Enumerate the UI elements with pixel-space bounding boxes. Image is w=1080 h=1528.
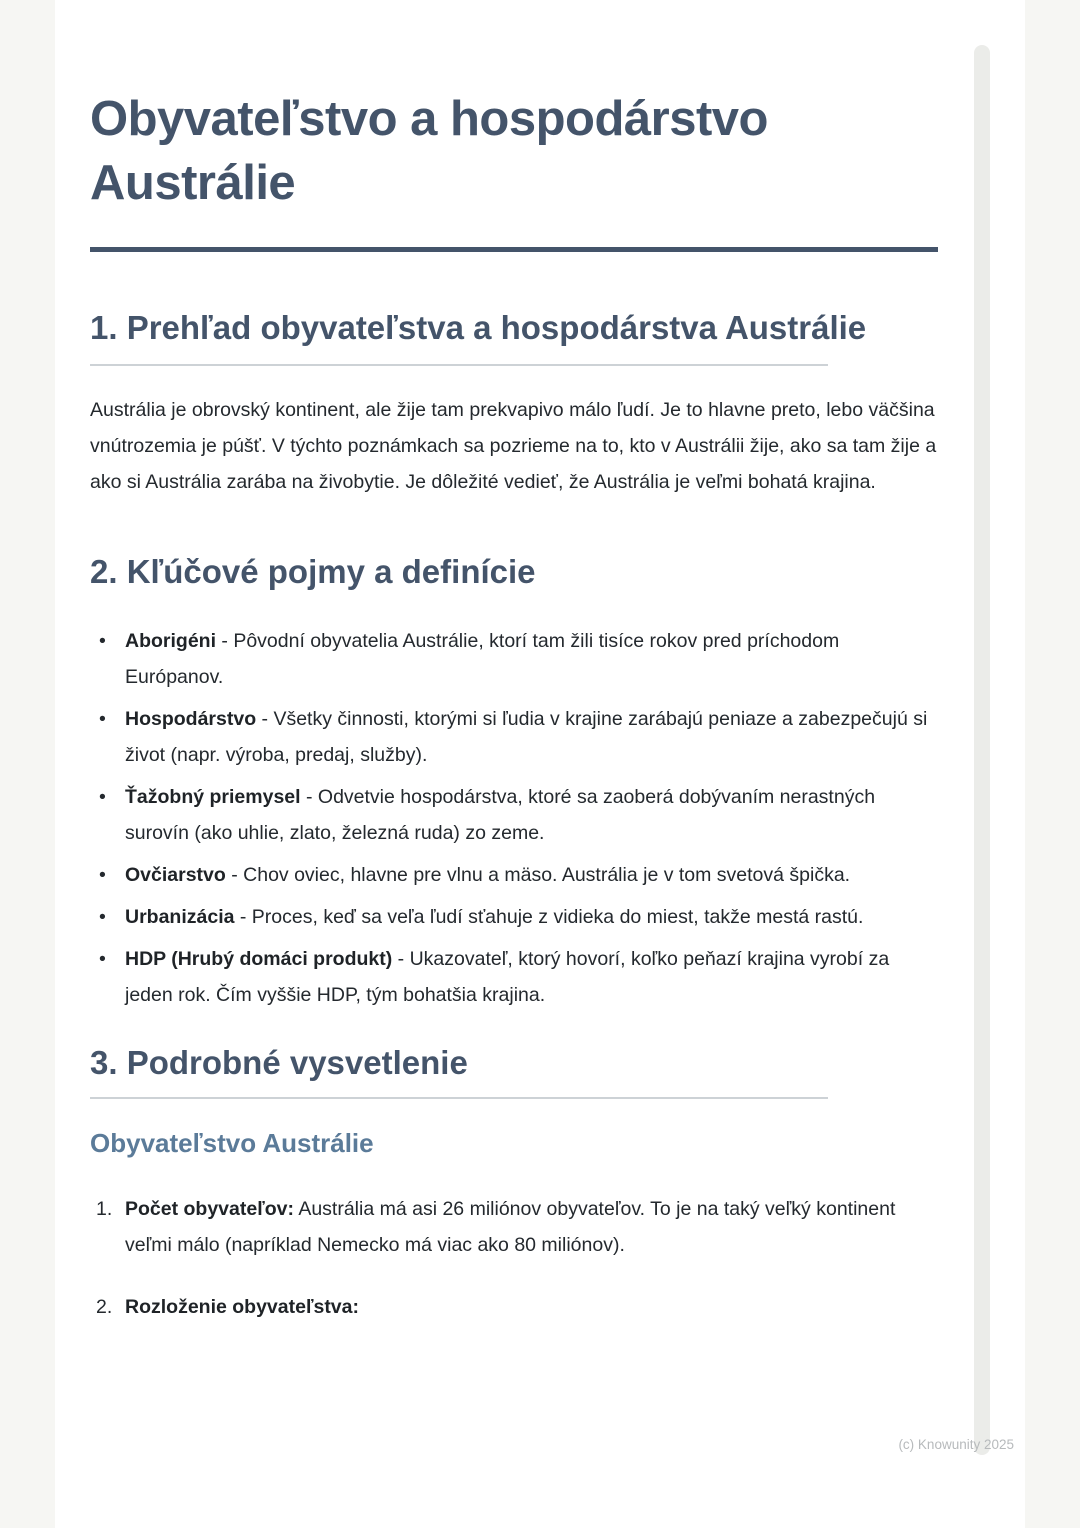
document-content [90,0,938,1351]
term-definition: - Odvetvie hospodárstva, ktoré sa zaoberá dobývaním nerastných surovín (ako uhlie, zlato, železná ruda) zo zeme. [125,786,876,845]
definition-item [90,779,938,851]
definitions-list [90,623,938,1013]
section-1-divider [90,364,828,366]
term-definition: - Pôvodní obyvatelia Austrálie, ktorí tam žili tisíce rokov pred príchodom Európanov. [125,630,840,689]
document-title: Obyvateľstvo a hospodárstvo Austrálie [90,92,768,210]
population-list [90,1191,938,1325]
term-label: Urbanizácia [125,906,235,929]
term-label: Počet obyvateľov: [125,1197,294,1220]
scrollbar-thumb[interactable] [974,45,990,1455]
section-1-heading: 1. Prehľad obyvateľstva a hospodárstva Austrálie [90,309,867,347]
section-3-divider [90,1097,828,1099]
term-label: Rozloženie obyvateľstva: [125,1295,359,1318]
section-2-heading: 2. Kľúčové pojmy a definície [90,552,536,590]
term-definition: - Chov oviec, hlavne pre vlnu a mäso. Austrália je v tom svetová špička. [231,864,851,887]
item-text: Austrália má asi 26 miliónov obyvateľov. To je na taký veľký kontinent veľmi málo (napríklad Nemecko má viac ako 80 miliónov). [125,1197,896,1256]
definition-item [90,899,938,935]
term-label: HDP (Hrubý domáci produkt) [125,948,393,971]
section-3-heading: 3. Podrobné vysvetlenie [90,1044,468,1082]
definition-item [90,623,938,695]
definition-item [90,701,938,773]
definition-item [90,857,938,893]
title-divider [90,247,938,252]
numbered-item [90,1289,938,1325]
list-number: 2. [96,1295,113,1318]
term-label: Ťažobný priemysel [125,786,301,809]
term-definition: - Ukazovateľ, ktorý hovorí, koľko peňazí krajina vyrobí za jeden rok. Čím vyššie HDP, tým bohatšia krajina. [125,948,890,1007]
subsection-heading: Obyvateľstvo Austrálie [90,1128,374,1159]
term-label: Hospodárstvo [125,708,257,731]
term-definition: - Proces, keď sa veľa ľudí sťahuje z vidieka do miest, takže mestá rastú. [239,906,864,929]
list-number: 1. [96,1197,113,1220]
term-definition: - Všetky činnosti, ktorými si ľudia v krajine zarábajú peniaze a zabezpečujú si život (napr. výroba, predaj, služby). [125,708,928,767]
numbered-item [90,1191,938,1263]
definition-item [90,941,938,1013]
copyright-footer: (c) Knowunity 2025 [898,1437,1014,1452]
document-page [55,0,1025,1528]
intro-paragraph: Austrália je obrovský kontinent, ale žije tam prekvapivo málo ľudí. Je to hlavne preto, lebo väčšina vnútrozemia je púšť. V týchto poznámkach sa pozrieme na to, kto v Austrálii žije, ako sa tam žije a ako si Austrália zarába na živobytie. Je dôležité vedieť, že Austrália je veľmi bohatá krajina. [90,398,937,493]
term-label: Ovčiarstvo [125,864,226,887]
term-label: Aborigéni [125,630,216,653]
